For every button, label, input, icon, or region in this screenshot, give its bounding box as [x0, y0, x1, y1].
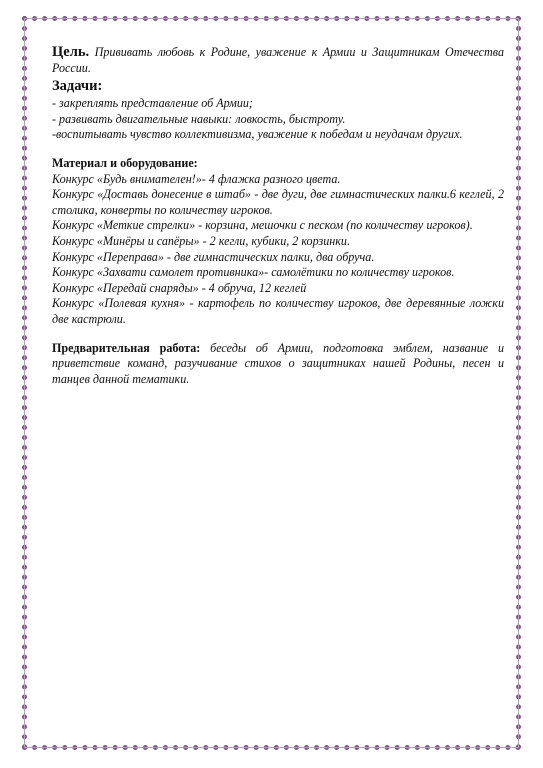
material-line: Конкурс «Захвати самолет противника»- самолётики по количеству игроков.: [52, 265, 455, 280]
material-line: Конкурс «Полевая кухня» - картофель по количеству игроков, две деревянные ложки две кастрюли.: [52, 296, 504, 326]
section-spacer: [52, 143, 504, 156]
section-spacer: [52, 328, 504, 341]
goal-label: Цель.: [52, 44, 90, 60]
material-line: Конкурс «Переправа» - две гимнастических палки, два обруча.: [52, 249, 375, 264]
material-line: Конкурс «Передай снаряды» - 4 обруча, 12 кеглей: [52, 280, 307, 295]
tasks-title: Задачи:: [52, 78, 103, 95]
material-line: Конкурс «Минёры и сапёры» - 2 кегли, кубики, 2 корзинки.: [52, 233, 350, 248]
materials-title: Материал и оборудование:: [52, 155, 198, 170]
goal-text: Прививать любовь к Родине, уважение к Армии и Защитникам Отечества России.: [52, 45, 504, 75]
preliminary-label: Предварительная работа:: [52, 340, 201, 355]
tasks-list: [52, 96, 504, 143]
material-line: Конкурс «Будь внимателен!»- 4 флажка разного цвета.: [52, 171, 341, 186]
goal-paragraph: [52, 45, 504, 76]
material-line: Конкурс «Меткие стрелки» - корзина, мешочки с песком (по количеству игроков).: [52, 218, 473, 233]
task-item: - закреплять представление об Армии;: [52, 96, 253, 111]
preliminary-text: беседы об Армии, подготовка эмблем, название и приветствие команд, разучивание стихов о защитниках нашей Родины, песен и танцев данной тематики.: [52, 340, 505, 386]
materials-list: [52, 172, 504, 328]
task-item: -воспитывать чувство коллективизма, уважение к победам и неудачам других.: [52, 127, 463, 142]
material-line: Конкурс «Доставь донесение в штаб» - две дуги, две гимнастических палки.6 кеглей, 2 столика, конверты по количеству игроков.: [52, 187, 504, 217]
task-item: - развивать двигательные навыки: ловкость, быстроту.: [52, 111, 346, 126]
preliminary-paragraph: [52, 341, 504, 388]
document-body: [52, 45, 504, 387]
